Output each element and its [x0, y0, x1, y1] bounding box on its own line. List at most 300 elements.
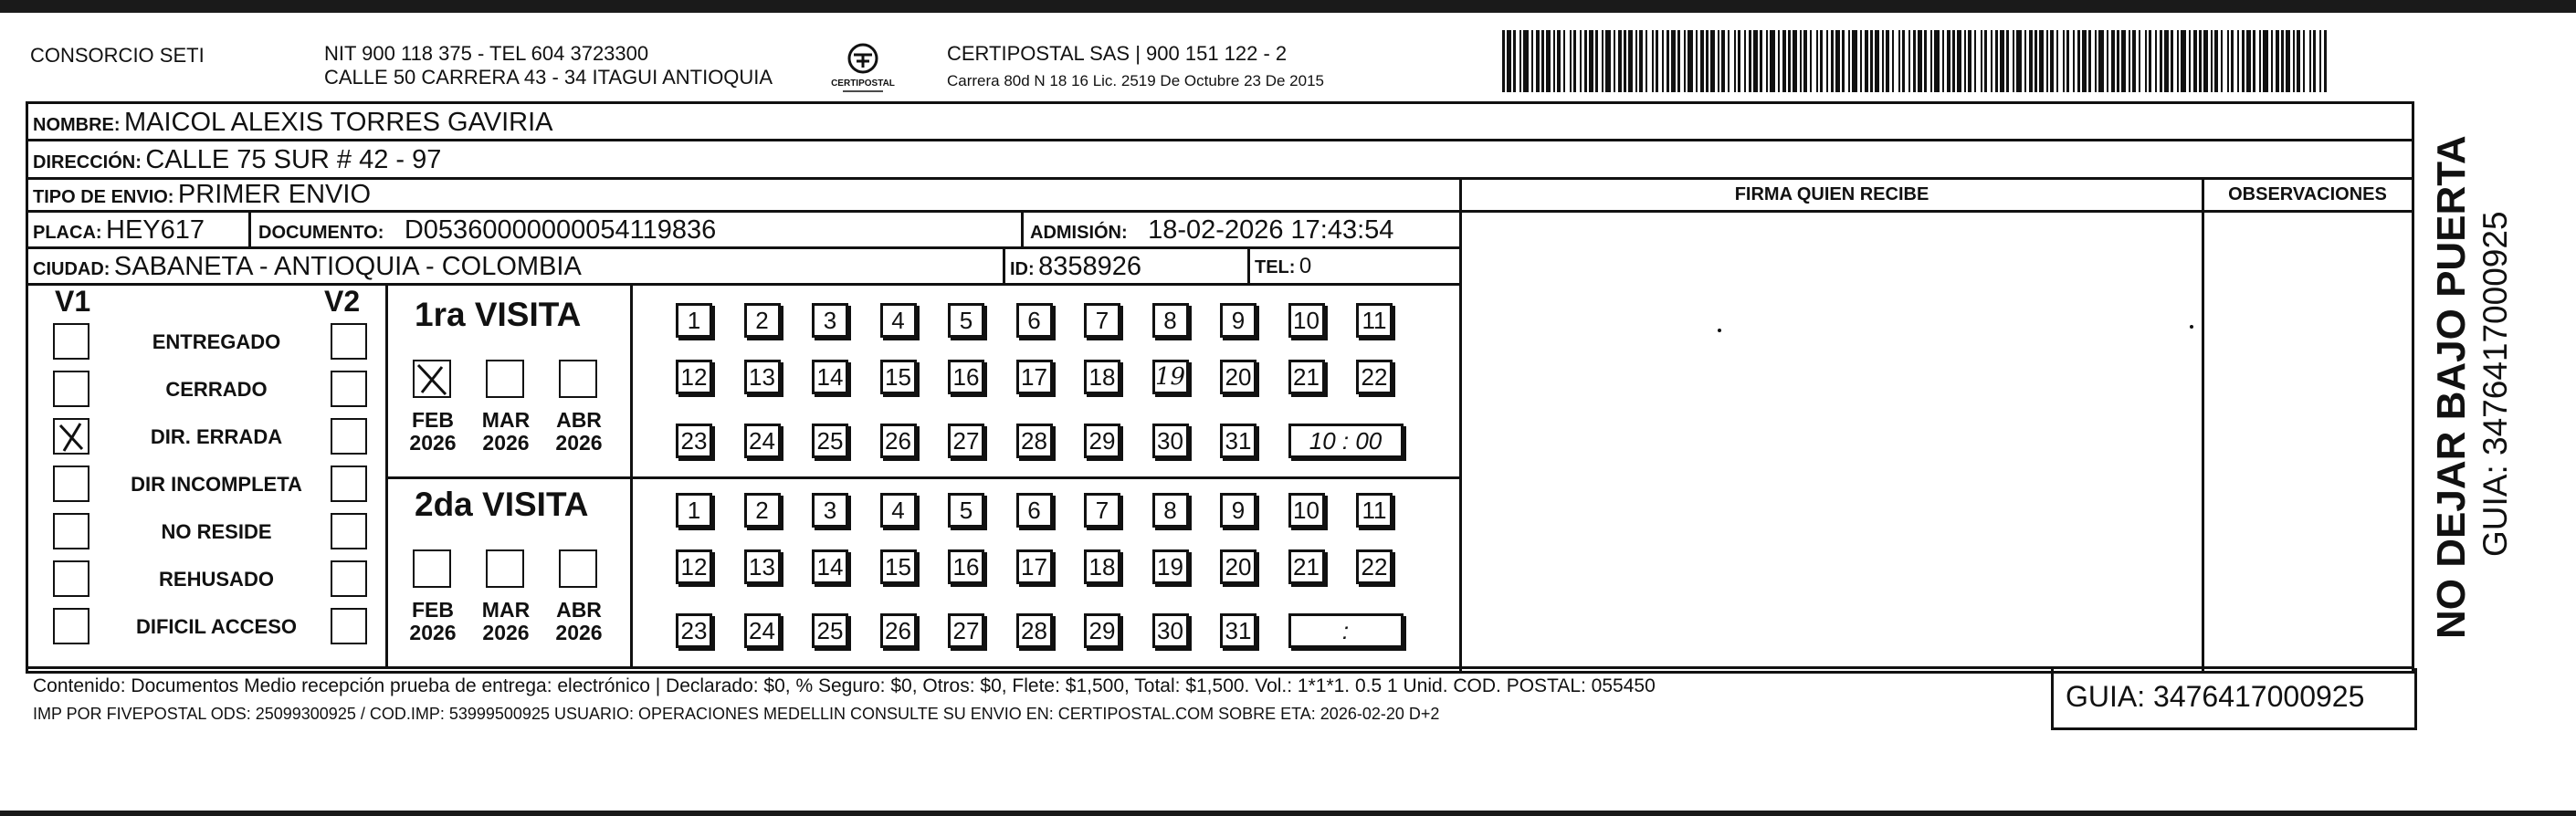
day-box[interactable]: 25 [812, 613, 848, 648]
id-cell [1010, 251, 1141, 287]
barcode-bar [1848, 30, 1850, 92]
day-box[interactable]: 25 [812, 424, 848, 458]
barcode-bar [1536, 30, 1540, 92]
barcode-bar [2024, 30, 2026, 92]
barcode-bar [2313, 30, 2316, 92]
barcode-bar [2117, 30, 2119, 92]
barcode-bar [2303, 30, 2305, 92]
day-box[interactable]: 4 [880, 493, 917, 528]
admision-label: ADMISIÓN: [1030, 223, 1128, 243]
barcode-bar [1546, 30, 1551, 92]
footer-contents: Contenido: Documentos Medio recepción prueba de entrega: electrónico | Declarado: $0, % Seguro: $0, Otros: $0, Flete: $1,500, Total: $1,500. Vol.: 1*1*1. 0.5 1 Unid. COD. POSTAL: 055450 [33, 675, 1656, 696]
visit-divider [385, 476, 1459, 479]
v2-checkbox[interactable] [331, 513, 367, 549]
guia-box-text: GUIA: 3476417000925 [2066, 680, 2365, 713]
month-label [542, 409, 615, 455]
month-name: MAR [481, 408, 531, 432]
month-year: 2026 [555, 621, 603, 644]
side-guia: GUIA: 3476417000925 [2476, 211, 2514, 557]
barcode-bar [1507, 30, 1511, 92]
placa-cell [33, 214, 205, 250]
day-box[interactable]: 11 [1356, 303, 1393, 338]
check-x-icon [55, 420, 88, 453]
direccion-value: CALLE 75 SUR # 42 - 97 [145, 145, 442, 174]
barcode-bar [1826, 30, 1828, 92]
barcode-bar [1706, 30, 1709, 92]
barcode-bar [2145, 30, 2147, 92]
tipo-envio-value: PRIMER ENVIO [177, 180, 372, 209]
barcode-bar [1696, 30, 1698, 92]
month-label [469, 599, 542, 644]
barcode-bar [1749, 30, 1751, 92]
barcode-bar [2013, 30, 2014, 92]
guia-box-left [2051, 668, 2054, 730]
day-box[interactable]: 7 [1084, 303, 1120, 338]
barcode-bar [1875, 30, 1879, 92]
day-box[interactable]: 28 [1016, 613, 1053, 648]
month-year: 2026 [482, 431, 530, 455]
barcode-bar [2297, 30, 2300, 92]
barcode-bar [2077, 30, 2080, 92]
id-value: 8358926 [1038, 252, 1142, 281]
admision-value: 18-02-2026 17:43:54 [1148, 215, 1394, 245]
day-box[interactable]: 23 [676, 613, 712, 648]
barcode-bar [1770, 30, 1775, 92]
barcode-bar [2088, 30, 2091, 92]
day-box[interactable]: 24 [744, 424, 781, 458]
v1-checkbox[interactable] [53, 466, 89, 502]
v2-checkbox[interactable] [331, 371, 367, 407]
day-box[interactable]: 3 [812, 493, 848, 528]
barcode-bar [2035, 30, 2037, 92]
company-address: CALLE 50 CARRERA 43 - 34 ITAGUI ANTIOQUIA [324, 66, 773, 89]
day-box[interactable]: 12 [676, 360, 712, 394]
barcode-bar [2082, 30, 2087, 92]
barcode-bar [1557, 30, 1561, 92]
barcode-bar [1734, 30, 1736, 92]
barcode-bar [2121, 30, 2126, 92]
barcode-bar [1519, 30, 1521, 92]
day-box[interactable]: 11 [1356, 493, 1393, 528]
direccion-label: DIRECCIÓN: [33, 152, 142, 173]
placa-label: PLACA: [33, 223, 102, 243]
barcode-bar [1667, 30, 1669, 92]
month-name: FEB [412, 598, 454, 622]
id-label: ID: [1010, 259, 1035, 279]
barcode-bar [1952, 30, 1955, 92]
v2-checkbox[interactable] [331, 323, 367, 360]
barcode-bar [2050, 30, 2054, 92]
nombre-label: NOMBRE: [33, 115, 121, 135]
day-box[interactable]: 8 [1152, 493, 1189, 528]
barcode-bar [2155, 30, 2157, 92]
month-name: ABR [556, 408, 602, 432]
v2-checkbox[interactable] [331, 560, 367, 597]
cell-divider [1021, 210, 1024, 248]
barcode-bar [1918, 30, 1922, 92]
day-box[interactable]: 3 [812, 303, 848, 338]
day-box[interactable]: 29 [1084, 424, 1120, 458]
barcode-bar [1991, 30, 1992, 92]
barcode-bar [2095, 30, 2097, 92]
month-label [396, 409, 469, 455]
barcode-bar [2227, 30, 2229, 92]
reason-label: NO RESIDE [161, 520, 272, 543]
barcode-bar [1502, 30, 1505, 92]
day-box[interactable]: 30 [1152, 613, 1189, 648]
barcode-bar [2237, 30, 2239, 92]
top-scan-edge [0, 0, 2576, 13]
side-notice: NO DEJAR BAJO PUERTA [2429, 135, 2474, 639]
barcode-bar [2073, 30, 2075, 92]
v1-checkbox[interactable] [53, 371, 89, 407]
barcode-bar [1563, 30, 1565, 92]
visit-title: 1ra VISITA [415, 296, 582, 333]
day-box[interactable]: 31 [1220, 424, 1256, 458]
reason-label: REHUSADO [159, 568, 274, 591]
day-box[interactable]: 23 [676, 424, 712, 458]
months-divider [630, 285, 633, 666]
barcode-bar [2263, 30, 2268, 92]
barcode-bar [2276, 30, 2279, 92]
barcode-bar [1718, 30, 1719, 92]
day-box[interactable]: 4 [880, 303, 917, 338]
placa-value: HEY617 [106, 215, 205, 245]
month-label [469, 409, 542, 455]
barcode-bar [1981, 30, 1982, 92]
day-box[interactable]: 22 [1356, 549, 1393, 584]
barcode-bar [1553, 30, 1555, 92]
barcode-bar [1766, 30, 1768, 92]
month-checkbox[interactable] [559, 360, 597, 398]
barcode-bar [2319, 30, 2321, 92]
barcode-bar [2309, 30, 2311, 92]
visit-title: 2da VISITA [415, 486, 589, 523]
day-box[interactable]: 12 [676, 549, 712, 584]
month-name: MAR [481, 598, 531, 622]
day-box[interactable]: 17 [1016, 360, 1053, 394]
tipo-envio-row [33, 179, 371, 214]
barcode-bar [1738, 30, 1740, 92]
documento-value: D05360000000054119836 [404, 215, 717, 245]
barcode-bar [1908, 30, 1910, 92]
barcode-bar [2107, 30, 2108, 92]
barcode-bar [2056, 30, 2058, 92]
reason-label: DIFICIL ACCESO [135, 615, 297, 638]
day-box[interactable]: 9 [1220, 493, 1256, 528]
day-box[interactable]: 16 [948, 549, 984, 584]
day-box[interactable]: 2 [744, 303, 781, 338]
v1-checkbox[interactable] [53, 418, 89, 455]
barcode-bar [1584, 30, 1587, 92]
guia-box-bottom [2051, 727, 2414, 730]
month-checkbox[interactable] [486, 549, 524, 588]
logo-text: CERTIPOSTAL [831, 78, 895, 89]
barcode-bar [2281, 30, 2284, 92]
barcode-bar [1618, 30, 1622, 92]
month-checkbox[interactable] [413, 360, 451, 398]
barcode-bar [1710, 30, 1715, 92]
reason-label: ENTREGADO [152, 330, 281, 353]
day-box[interactable]: 18 [1084, 360, 1120, 394]
barcode-bar [2253, 30, 2255, 92]
barcode-bar [1635, 30, 1637, 92]
barcode-bar [1870, 30, 1873, 92]
day-box[interactable]: 31 [1220, 613, 1256, 648]
barcode-bar [1782, 30, 1786, 92]
day-box[interactable]: 29 [1084, 613, 1120, 648]
observaciones-column-left [2202, 177, 2204, 674]
day-box[interactable]: 15 [880, 549, 917, 584]
barcode-bar [2171, 30, 2173, 92]
month-year: 2026 [409, 621, 457, 644]
barcode-bar [1580, 30, 1582, 92]
barcode-bar [2164, 30, 2169, 92]
day-box[interactable]: 17 [1016, 549, 1053, 584]
dot-mark [2190, 325, 2193, 329]
barcode-bar [1662, 30, 1664, 92]
day-box[interactable]: 27 [948, 613, 984, 648]
day-box[interactable]: 10 [1288, 303, 1325, 338]
barcode-bar [1831, 30, 1834, 92]
barcode-bar [1947, 30, 1950, 92]
barcode-bar [1778, 30, 1780, 92]
barcode-bar [2259, 30, 2261, 92]
day-box[interactable]: 22 [1356, 360, 1393, 394]
certipostal-logo [826, 37, 899, 100]
tel-label: TEL: [1255, 257, 1296, 277]
barcode-bar [1984, 30, 1987, 92]
barcode-bar [1930, 30, 1932, 92]
day-box[interactable]: 14 [812, 360, 848, 394]
barcode-bar [1793, 30, 1797, 92]
barcode-bar [2066, 30, 2069, 92]
barcode-bar [1924, 30, 1927, 92]
barcode-bar [2293, 30, 2295, 92]
day-box[interactable]: 16 [948, 360, 984, 394]
barcode-bar [1671, 30, 1676, 92]
barcode-bar [1602, 30, 1603, 92]
tipo-envio-label: TIPO DE ENVIO: [33, 187, 174, 207]
barcode-bar [2214, 30, 2218, 92]
firma-header: FIRMA QUIEN RECIBE [1734, 184, 1929, 204]
day-box[interactable]: 5 [948, 493, 984, 528]
barcode-bar [1700, 30, 1704, 92]
v1-checkbox[interactable] [53, 608, 89, 644]
day-box[interactable]: 26 [880, 424, 917, 458]
barcode-bar [1531, 30, 1533, 92]
month-checkbox[interactable] [486, 360, 524, 398]
day-box[interactable]: 20 [1220, 360, 1256, 394]
barcode-bar [1898, 30, 1900, 92]
month-checkbox[interactable] [559, 549, 597, 588]
day-box[interactable]: 2 [744, 493, 781, 528]
day-box[interactable]: 24 [744, 613, 781, 648]
month-year: 2026 [409, 431, 457, 455]
barcode-bar [1605, 30, 1611, 92]
month-label [542, 599, 615, 644]
v2-checkbox[interactable] [331, 466, 367, 502]
reason-label: DIR. ERRADA [150, 425, 283, 448]
v1-label: V1 [55, 285, 91, 318]
check-x-icon [415, 361, 449, 396]
barcode-bar [1865, 30, 1868, 92]
barcode-bar [1760, 30, 1762, 92]
day-box[interactable]: 13 [744, 360, 781, 394]
barcode-bar [2129, 30, 2130, 92]
day-box[interactable]: 6 [1016, 493, 1053, 528]
barcode-bar [1688, 30, 1693, 92]
barcode-bar [2098, 30, 2104, 92]
barcode-bar [1656, 30, 1658, 92]
barcode-bar [1753, 30, 1758, 92]
barcode-bar [2271, 30, 2273, 92]
month-name: ABR [556, 598, 602, 622]
v1-checkbox[interactable] [53, 323, 89, 360]
barcode-bar [1628, 30, 1633, 92]
barcode-bar [2029, 30, 2033, 92]
barcode-bar [1721, 30, 1725, 92]
barcode-bar [1882, 30, 1884, 92]
tel-cell [1255, 251, 1311, 285]
carrier-address: Carrera 80d N 18 16 Lic. 2519 De Octubre 23 De 2015 [947, 72, 1324, 89]
nombre-row [33, 107, 553, 142]
admision-cell [1030, 214, 1393, 250]
barcode-bar [2039, 30, 2044, 92]
dot-mark [1718, 329, 1721, 332]
month-year: 2026 [555, 431, 603, 455]
barcode-bar [1968, 30, 1971, 92]
day-box[interactable]: 13 [744, 549, 781, 584]
reason-label: DIR INCOMPLETA [131, 473, 302, 496]
barcode-bar [2193, 30, 2197, 92]
guia-box-right [2414, 668, 2417, 730]
month-label [396, 599, 469, 644]
barcode-bar [1886, 30, 1889, 92]
month-year: 2026 [482, 621, 530, 644]
barcode-bar [1728, 30, 1730, 92]
barcode-bar [1573, 30, 1576, 92]
day-box[interactable]: 15 [880, 360, 917, 394]
day-box[interactable]: 10 [1288, 493, 1325, 528]
tel-value: 0 [1299, 254, 1312, 278]
barcode-bar [2006, 30, 2009, 92]
day-box[interactable]: 19 [1152, 360, 1189, 394]
barcode-bar [1816, 30, 1818, 92]
month-name: FEB [412, 408, 454, 432]
barcode-bar [2203, 30, 2208, 92]
barcode-bar [1684, 30, 1686, 92]
v2-checkbox[interactable] [331, 418, 367, 455]
barcode-bar [2177, 30, 2179, 92]
barcode-bar [1964, 30, 1966, 92]
barcode-bar [2246, 30, 2251, 92]
barcode-bar [2181, 30, 2186, 92]
day-box[interactable]: 1 [676, 303, 712, 338]
barcode-bar [1523, 30, 1529, 92]
barcode-bar [2324, 30, 2327, 92]
footer-print-info: IMP POR FIVEPOSTAL ODS: 25099300925 / COD.IMP: 53999500925 USUARIO: OPERACIONES MEDELLIN CONSULTE SU ENVIO EN: CERTIPOSTAL.COM SOBRE ETA: 2026-02-20 D+2 [33, 705, 1440, 723]
barcode-bar [1788, 30, 1791, 92]
day-box[interactable]: 1 [676, 493, 712, 528]
company-nit-tel: NIT 900 118 375 - TEL 604 3723300 [324, 42, 649, 65]
barcode-bar [1913, 30, 1916, 92]
day-box[interactable]: 5 [948, 303, 984, 338]
barcode-bar [1645, 30, 1647, 92]
firma-column-left [1459, 177, 1462, 674]
barcode-bar [1677, 30, 1680, 92]
bottom-scan-edge [0, 811, 2576, 816]
barcode-bar [1934, 30, 1940, 92]
barcode-bar [2231, 30, 2234, 92]
day-box[interactable]: 21 [1288, 549, 1325, 584]
v2-checkbox[interactable] [331, 608, 367, 644]
barcode-bar [1902, 30, 1905, 92]
v2-label: V2 [324, 285, 361, 318]
v1-checkbox[interactable] [53, 560, 89, 597]
barcode-bar [1835, 30, 1840, 92]
barcode [1502, 30, 2338, 92]
barcode-bar [1974, 30, 1976, 92]
barcode-bar [2189, 30, 2191, 92]
day-box[interactable]: 8 [1152, 303, 1189, 338]
barcode-bar [1570, 30, 1572, 92]
company-name: CONSORCIO SETI [30, 44, 205, 67]
barcode-bar [1842, 30, 1845, 92]
barcode-bar [2242, 30, 2245, 92]
barcode-bar [2160, 30, 2162, 92]
barcode-bar [1957, 30, 1961, 92]
day-box[interactable]: 9 [1220, 303, 1256, 338]
month-checkbox[interactable] [413, 549, 451, 588]
barcode-bar [2149, 30, 2151, 92]
barcode-bar [1744, 30, 1746, 92]
ciudad-cell [33, 251, 582, 287]
barcode-bar [2063, 30, 2065, 92]
reason-label: CERRADO [165, 378, 268, 401]
day-box[interactable]: 28 [1016, 424, 1053, 458]
ciudad-value: SABANETA - ANTIOQUIA - COLOMBIA [113, 252, 582, 281]
day-box[interactable]: 19 [1152, 549, 1189, 584]
barcode-bar [1892, 30, 1894, 92]
day-box[interactable]: 26 [880, 613, 917, 648]
barcode-bar [1800, 30, 1802, 92]
footer-divider [26, 666, 2414, 669]
barcode-bar [2111, 30, 2115, 92]
v1-checkbox[interactable] [53, 513, 89, 549]
day-box[interactable]: 20 [1220, 549, 1256, 584]
reasons-divider [385, 285, 388, 666]
day-box[interactable]: 14 [812, 549, 848, 584]
day-box[interactable]: 6 [1016, 303, 1053, 338]
barcode-bar [1589, 30, 1593, 92]
day-box[interactable]: 18 [1084, 549, 1120, 584]
day-box[interactable]: 7 [1084, 493, 1120, 528]
time-box[interactable]: 10 : 00 [1288, 424, 1404, 458]
time-box[interactable]: : [1288, 613, 1404, 648]
barcode-bar [2046, 30, 2048, 92]
barcode-bar [1810, 30, 1812, 92]
row-divider [26, 210, 2414, 213]
day-box[interactable]: 27 [948, 424, 984, 458]
barcode-bar [2286, 30, 2290, 92]
cell-divider [248, 210, 251, 248]
barcode-bar [1803, 30, 1807, 92]
day-box[interactable]: 30 [1152, 424, 1189, 458]
documento-cell [258, 214, 716, 250]
day-box[interactable]: 21 [1288, 360, 1325, 394]
barcode-bar [1942, 30, 1944, 92]
